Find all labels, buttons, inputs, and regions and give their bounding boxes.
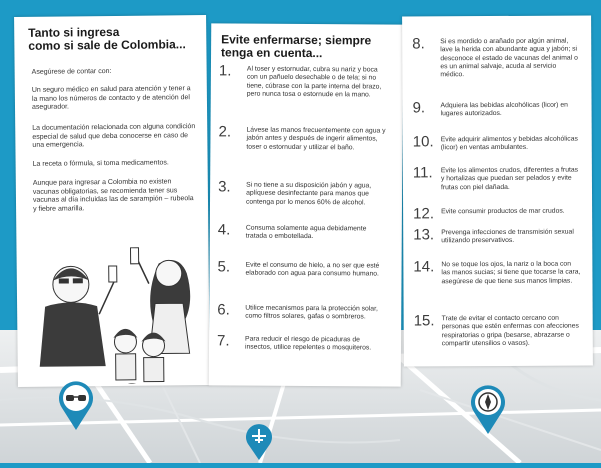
airplane-pin (244, 420, 274, 460)
tip-number: 2. (218, 123, 232, 141)
tip-item (412, 37, 596, 86)
tip-item (217, 258, 401, 294)
middle-panel-title: Evite enfermarse; siempre tenga en cuenta... (221, 32, 372, 61)
left-panel-title: Tanto si ingresa como si sale de Colombia... (28, 24, 186, 53)
tip-item (413, 135, 597, 168)
right-panel (402, 16, 593, 367)
tip-number: 1. (218, 62, 232, 80)
tip-number: 5. (217, 258, 231, 276)
tip-item (216, 332, 401, 368)
tip-number: 6. (217, 301, 230, 319)
left-panel (14, 15, 210, 387)
sunglasses-pin (56, 378, 96, 432)
tip-item (413, 166, 597, 201)
tip-number: 8. (412, 35, 425, 53)
compass-pin (468, 382, 508, 436)
tip-item (414, 314, 598, 355)
tip-number: 7. (216, 332, 230, 350)
tip-number: 12. (413, 205, 435, 223)
tip-text: Si es mordido o arañado por algún animal, lave la herida con abundante agua y jabón; si desconoce el estado de vacunas del animal o es un animal salvaje, acuda al servicio médico. (440, 37, 578, 79)
left-paragraph: Aunque para ingresar a Colombia no existen vacunas obligatorias, se recomienda tener sus vacunas al día incluidas las de sarampión – rubeola y fiebre amarilla. (32, 178, 194, 213)
tip-number: 4. (217, 221, 231, 239)
tip-text: Utilice mecanismos para la protección solar, como filtros solares, gafas o sombreros. (245, 304, 378, 321)
tip-text: Evite el consumo de hielo, a no ser que esté elaborado con agua para consumo humano. (245, 261, 380, 278)
tip-item (413, 228, 597, 261)
tip-item (217, 221, 402, 257)
tip-item (217, 301, 401, 337)
left-paragraph: La receta o fórmula, si toma medicamentos. (32, 159, 169, 168)
tip-text: Al toser y estornudar, cubra su nariz y boca con un pañuelo desechable o de tela; si no tiene, cúbrase con la parte interna del brazo, pero nunca tosa o estornude en la mano. (246, 65, 382, 99)
family-illustration (20, 243, 205, 385)
tip-text: Para reducir el riesgo de picaduras de insectos, utilice repelentes o mosquiteros. (244, 335, 372, 352)
tip-text: Trate de evitar el contacto cercano con personas que estén enfermas con afecciones respiratorias o gripa (besarse, abrazarse o compartir utensilios o vasos). (441, 314, 579, 348)
tip-text: Prevenga infecciones de transmisión sexual utilizando preservativos. (441, 228, 574, 245)
left-paragraph: La documentación relacionada con alguna condición especial de salud que deba conocerse en caso de una emergencia. (32, 123, 196, 150)
tip-item (218, 123, 402, 169)
tip-item (218, 62, 403, 114)
tip-item (413, 260, 597, 295)
tip-text: Evite adquirir alimentos y bebidas alcohólicas (licor) en ventas ambulantes. (440, 135, 578, 152)
tip-item (218, 178, 402, 214)
tip-text: No se toque los ojos, la nariz o la boca con las manos sucias; si tiene que tocarse la cara, asegúrese de que tiene sus manos limpias. (441, 260, 581, 285)
middle-panel (209, 23, 404, 386)
tip-number: 15. (413, 312, 435, 330)
tip-number: 10. (412, 133, 434, 151)
tip-text: Consuma solamente agua debidamente tratada o embotellada. (245, 224, 367, 241)
tip-text: Si no tiene a su disposición jabón y agua, aplíquese desinfectante para manos que contenga por lo menos 60% de alcohol. (245, 181, 372, 207)
tip-number: 13. (413, 226, 435, 244)
tip-text: Evite los alimentos crudos, diferentes a frutas y hortalizas que puedan ser pelados y evite frutas con piel dañada. (440, 166, 579, 191)
tip-text: Adquiera las bebidas alcohólicas (licor) en lugares autorizados. (440, 101, 568, 118)
left-paragraph: Un seguro médico en salud para atención y tener a la mano los números de contacto y de atención del asegurador. (31, 85, 191, 112)
tip-text: Evite consumir productos de mar crudos. (441, 207, 565, 216)
tip-item (413, 101, 597, 134)
tip-text: Lávese las manos frecuentemente con agua y jabón antes y después de ingerir alimentos, toser o estornudar y utilizar el baño. (246, 126, 386, 151)
tip-number: 14. (413, 258, 435, 276)
tip-number: 9. (412, 99, 426, 117)
tip-number: 3. (218, 178, 231, 196)
left-paragraph: Asegúrese de contar con: (31, 67, 112, 76)
tip-number: 11. (412, 164, 433, 182)
